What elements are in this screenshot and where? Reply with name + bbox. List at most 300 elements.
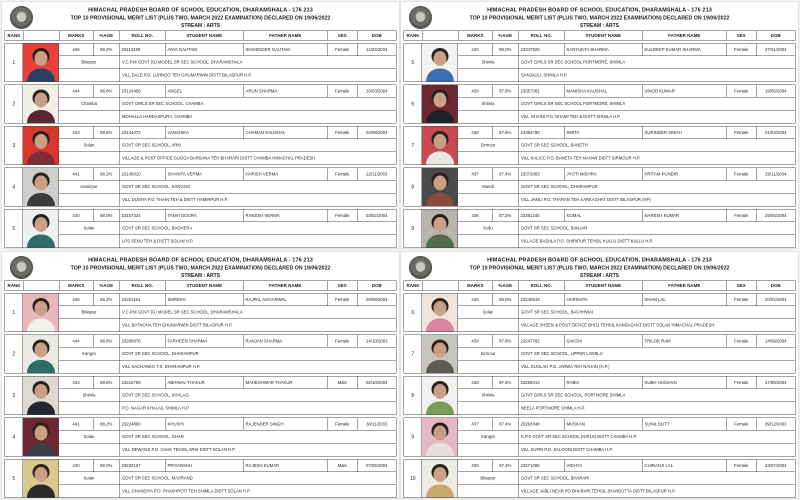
student-row — [404, 459, 796, 498]
school-name: GOVT SR SEC SCHOOL, KANGOO — [119, 181, 396, 193]
photo-shirt — [426, 485, 454, 498]
detail-line-address — [458, 443, 795, 456]
district-name: Chamba — [81, 101, 97, 107]
district-name: Kangra — [481, 434, 495, 440]
photo-face — [35, 384, 48, 399]
student-address: VILL KUFRI P.O. SALOONI DISTT CHAMBA H.P. — [518, 443, 795, 456]
rank-value: 4 — [5, 418, 23, 456]
percentage-value: 88.0% — [492, 44, 518, 56]
student-row — [404, 126, 796, 165]
rank-value: 8 — [404, 377, 422, 415]
school-name: GOVT SR SEC SCHOOL, DHARAMPUR — [119, 348, 396, 360]
marks-value: 440 — [471, 297, 479, 303]
address-spacer — [59, 360, 119, 373]
dob-value: 14/10/2003 — [357, 335, 396, 347]
detail-line-address — [59, 485, 396, 498]
roll-number: 23134072 — [119, 127, 165, 139]
dob-value: 29/11/2004 — [756, 168, 795, 180]
student-detail-lines — [458, 294, 795, 332]
dob-value: 16/03/2004 — [357, 85, 396, 97]
detail-line-primary — [458, 210, 795, 223]
page-content — [2, 252, 399, 498]
student-row — [404, 43, 796, 82]
detail-line-school — [458, 56, 795, 69]
student-detail-lines — [59, 377, 396, 415]
photo-shirt — [426, 319, 454, 332]
address-spacer — [59, 193, 119, 206]
student-name: MANISHA KAUSHAL — [564, 85, 642, 97]
column-header-RANK: RANK — [406, 33, 420, 38]
school-name: GOVT GIRLS SR SEC SCHOOL PORTMORE, SHIMLA — [518, 56, 795, 68]
student-address: VILLAGE BASHLA P.O. SHIRIPUR TEHSIL KULLU DISTT KULLU H.P. — [518, 235, 795, 248]
student-address: VILL GUGLAH P.O. JARWA TEH NAHAN (H.P.) — [518, 360, 795, 373]
percentage-value: 88.2% — [93, 168, 119, 180]
stream-label: STREAM : ARTS — [181, 273, 220, 279]
dob-value: 25/04/2004 — [756, 210, 795, 222]
detail-line-address — [458, 319, 795, 332]
marks-value: 440 — [72, 213, 80, 219]
column-header-FATHER NAME: FATHER NAME — [243, 31, 327, 40]
rank-value: 1 — [5, 294, 23, 332]
marks-value: 436 — [471, 213, 479, 219]
merit-table — [5, 281, 397, 499]
photo-shirt — [27, 402, 55, 415]
detail-line-primary — [59, 460, 396, 473]
page-header — [401, 2, 798, 29]
district-name: Kangra — [82, 351, 96, 357]
roll-number: 23216789 — [119, 377, 165, 389]
student-name: ANGEL — [165, 85, 243, 97]
student-row — [404, 335, 796, 374]
board-title: HIMACHAL PRADESH BOARD OF SCHOOL EDUCATION, DHARAMSHALA - 176 213 — [487, 7, 712, 13]
detail-line-school — [59, 431, 396, 444]
address-spacer — [59, 402, 119, 415]
student-detail-lines — [458, 460, 795, 498]
photo-face — [434, 176, 447, 191]
sex-value: Female — [327, 85, 357, 97]
school-name: GOVT SR SEC SCHOOL, DHARAMPUR — [518, 181, 795, 193]
column-header-MARKS: MARKS — [458, 281, 492, 290]
column-header-RANK: RANK — [7, 33, 21, 38]
student-address: SANJAULI, SHIMLA H.P. — [518, 69, 795, 82]
sex-value: Female — [726, 168, 756, 180]
dob-value: 19/05/2004 — [756, 85, 795, 97]
detail-line-school — [458, 98, 795, 111]
student-photo — [23, 460, 59, 498]
percentage-value: 87.8% — [492, 85, 518, 97]
detail-line-school — [458, 222, 795, 235]
address-spacer — [59, 235, 119, 248]
father-name: CHIRANJI LAL — [642, 460, 726, 472]
board-emblem-icon — [17, 261, 26, 272]
dob-value: 23/07/2004 — [756, 460, 795, 472]
detail-line-school — [59, 389, 396, 402]
roll-number: 23114159 — [119, 44, 165, 56]
student-name: FARHEEN SHARMA — [165, 335, 243, 347]
student-detail-lines — [59, 418, 396, 456]
detail-line-primary — [458, 127, 795, 140]
photo-shirt — [426, 402, 454, 415]
merit-page-top-left — [2, 2, 399, 248]
column-header-STUDENT NAME: STUDENT NAME — [564, 281, 642, 290]
student-photo — [23, 418, 59, 456]
page-header — [2, 2, 399, 29]
photo-face — [35, 343, 48, 358]
student-detail-lines — [458, 335, 795, 373]
marks-value: 440 — [72, 463, 80, 469]
column-header-ROLL NO.: ROLL NO. — [518, 31, 564, 40]
district-name: Hamirpur — [80, 184, 98, 190]
father-name: ARUN SHARMA — [243, 85, 327, 97]
photo-face — [434, 426, 447, 441]
father-name: KULDEEP KUMAR SHARMA — [642, 44, 726, 56]
percentage-value: 89.2% — [93, 44, 119, 56]
detail-line-address — [458, 110, 795, 123]
dob-value: 20/02/2004 — [756, 294, 795, 306]
student-name: TANVI DOGRA — [165, 210, 243, 222]
father-name: SHIVENDER GAUTAM — [243, 44, 327, 56]
student-name: SHANITA VERMA — [165, 168, 243, 180]
column-header-ROLL NO.: ROLL NO. — [119, 31, 165, 40]
table-header-row — [404, 281, 796, 291]
detail-line-address — [458, 485, 795, 498]
detail-line-school — [59, 181, 396, 194]
student-address: LPS SENU TEH & DISTT SOLAN H.P. — [119, 235, 396, 248]
school-name: GOVT SR SEC SCHOOL, BHARARI — [518, 472, 795, 484]
percentage-value: 88.0% — [492, 294, 518, 306]
marks-value: 437 — [471, 421, 479, 427]
page-content — [401, 252, 798, 498]
detail-line-school — [458, 431, 795, 444]
percentage-value: 87.2% — [492, 460, 518, 472]
detail-line-address — [59, 360, 396, 373]
address-spacer — [59, 443, 119, 456]
list-title: TOP 10 PROVISIONAL MERIT LIST (PLUS TWO, MARCH 2022 EXAMINATION) DECLARED ON 19/06/2022 — [469, 15, 730, 21]
address-spacer — [458, 360, 518, 373]
student-detail-lines — [59, 44, 396, 82]
photo-shirt — [27, 485, 55, 498]
photo-shirt — [27, 360, 55, 373]
district-name: Shimla — [481, 392, 495, 398]
percentage-value: 87.2% — [492, 210, 518, 222]
board-title: HIMACHAL PRADESH BOARD OF SCHOOL EDUCATION, DHARAMSHALA - 176 213 — [88, 257, 313, 263]
address-spacer — [59, 110, 119, 123]
school-name: GOVT SR SEC SCHOOL, MASRAND — [119, 472, 396, 484]
photo-face — [434, 343, 447, 358]
detail-line-primary — [59, 44, 396, 57]
marks-value: 440 — [471, 47, 479, 53]
column-header-MARKS: MARKS — [59, 281, 93, 290]
student-row — [5, 168, 397, 207]
school-name: GOVT SR SEC SCHOOL, UPPER LANBLU — [518, 348, 795, 360]
roll-number: 23271095 — [518, 460, 564, 472]
student-name: RABIA — [564, 377, 642, 389]
marks-value: 436 — [471, 463, 479, 469]
rank-value: 9 — [404, 418, 422, 456]
student-address: NEELA PORTMORE SHIMLA H.P. — [518, 402, 795, 415]
detail-line-school — [458, 181, 795, 194]
detail-line-school — [59, 139, 396, 152]
district-name: Shimla — [82, 392, 96, 398]
dob-value: 04/08/2004 — [357, 127, 396, 139]
rank-value: 5 — [5, 460, 23, 498]
student-photo — [422, 168, 458, 206]
photo-shirt — [426, 443, 454, 456]
father-name: TRILOK RAM — [642, 335, 726, 347]
table-header-row — [5, 31, 397, 41]
column-header-SEX: SEX — [726, 281, 756, 290]
detail-line-school — [59, 348, 396, 361]
board-emblem-icon — [416, 11, 425, 22]
student-name: KOMAL — [564, 210, 642, 222]
district-name: Bilaspur — [81, 309, 97, 315]
school-name: GOVT SR SEC SCHOOL, GHAR — [119, 431, 396, 443]
marks-value: 441 — [72, 421, 80, 427]
school-name: V.C.P.M GOVT (G) MODEL SR SEC SCHOOL, DHARAMSHALA — [119, 306, 396, 318]
rank-value: 3 — [5, 377, 23, 415]
detail-line-school — [59, 56, 396, 69]
student-address: VILL SACHANKO T.S. DHARAMPUR H.P. — [119, 360, 396, 373]
percentage-value: 88.6% — [93, 377, 119, 389]
list-title: TOP 10 PROVISIONAL MERIT LIST (PLUS TWO, MARCH 2022 EXAMINATION) DECLARED ON 19/06/2022 — [469, 265, 730, 271]
student-photo — [23, 377, 59, 415]
marks-value: 446 — [72, 47, 80, 53]
detail-line-address — [59, 235, 396, 248]
photo-face — [35, 134, 48, 149]
student-photo — [422, 127, 458, 165]
marks-value: 441 — [72, 171, 80, 177]
column-header-STUDENT NAME: STUDENT NAME — [564, 31, 642, 40]
column-header-DOB: DOB — [357, 281, 396, 290]
photo-face — [35, 301, 48, 316]
detail-line-primary — [458, 460, 795, 473]
student-detail-lines — [458, 127, 795, 165]
sex-value: Female — [726, 377, 756, 389]
district-name: Bilaspur — [81, 59, 97, 65]
percentage-value: 88.0% — [93, 210, 119, 222]
percentage-value: 88.8% — [93, 335, 119, 347]
rank-value: 6 — [404, 294, 422, 332]
father-name: HARISH VERMA — [243, 168, 327, 180]
dob-value: 09/12/2003 — [756, 418, 795, 430]
student-row — [5, 335, 397, 374]
page-header — [401, 252, 798, 279]
page-content — [401, 2, 798, 248]
photo-face — [434, 217, 447, 232]
sex-value: Female — [726, 418, 756, 430]
address-spacer — [458, 402, 518, 415]
column-header-ROLL NO.: ROLL NO. — [119, 281, 165, 290]
student-name: PRIYANSHU — [165, 460, 243, 472]
board-title: HIMACHAL PRADESH BOARD OF SCHOOL EDUCATION, DHARAMSHALA - 176 213 — [88, 7, 313, 13]
student-detail-lines — [59, 294, 396, 332]
student-photo — [23, 294, 59, 332]
father-name: VINOD KUMAR — [642, 85, 726, 97]
merit-page-bottom-left — [2, 252, 399, 498]
rank-value: 9 — [404, 210, 422, 248]
school-name: GOVT SR SEC SCHOOL, BANETH — [518, 139, 795, 151]
photo-shirt — [426, 110, 454, 123]
student-row — [5, 43, 397, 82]
student-address: VILLAGE & POST OFFICE GUGGA BARSANA TEH BHARARI DISTT CHAMBA HIMACHAL PRADESH — [119, 152, 396, 165]
student-address: VILL DALE P.O. LUHNOO TEH GHUMARWIN DISTT BILASPUR H.P. — [119, 69, 396, 82]
sex-value: Male — [327, 460, 357, 472]
percentage-value: 89.2% — [93, 294, 119, 306]
photo-face — [35, 93, 48, 108]
photo-shirt — [27, 152, 55, 165]
district-name: Solan — [83, 225, 95, 231]
sex-value: Female — [327, 418, 357, 430]
detail-line-school — [59, 98, 396, 111]
table-header-row — [5, 281, 397, 291]
student-detail-lines — [458, 418, 795, 456]
detail-line-address — [59, 69, 396, 82]
sex-value: Female — [726, 210, 756, 222]
detail-line-school — [59, 222, 396, 235]
roll-number: 23240519 — [518, 294, 564, 306]
photo-shirt — [426, 360, 454, 373]
photo-shirt — [426, 152, 454, 165]
board-logo-icon — [10, 6, 33, 29]
detail-line-school — [458, 389, 795, 402]
detail-line-school — [458, 348, 795, 361]
student-detail-lines — [59, 335, 396, 373]
district-name: Solan — [83, 434, 95, 440]
marks-value: 443 — [72, 380, 80, 386]
student-detail-lines — [59, 85, 396, 123]
percentage-value: 88.8% — [93, 85, 119, 97]
detail-line-primary — [59, 377, 396, 390]
student-photo — [23, 127, 59, 165]
sex-value: Female — [327, 127, 357, 139]
student-detail-lines — [59, 460, 396, 498]
student-row — [404, 209, 796, 248]
student-address: VILL GHAINI P.O. DHAMI TEH & DISTT SHIMLA H.P. — [518, 110, 795, 123]
photo-face — [434, 93, 447, 108]
board-emblem-icon — [17, 11, 26, 22]
roll-number: 23263348 — [518, 418, 564, 430]
father-name: RANJAN SHARMA — [243, 335, 327, 347]
detail-line-primary — [59, 418, 396, 431]
dob-value: 01/04/2004 — [756, 127, 795, 139]
student-name: JYOTI MISHRA — [564, 168, 642, 180]
student-name: SMITA — [564, 127, 642, 139]
detail-line-address — [59, 193, 396, 206]
student-address: VILL CHANDIYA P.O. PHAKHROTI TEH SHIMLA DISTT SOLAN H.P. — [119, 485, 396, 498]
rank-value: 8 — [404, 168, 422, 206]
student-detail-lines — [59, 168, 396, 206]
photo-shirt — [426, 193, 454, 206]
photo-face — [35, 217, 48, 232]
student-address: VILL DEWANJI P.O. CHAK TEHSIL ARKI DISTT SOLAN H.P. — [119, 443, 396, 456]
student-address: VILL DUGHA P.O. THAIN TEH & DISTT HAMIRPUR H.P. — [119, 193, 396, 206]
page-content — [2, 2, 399, 248]
student-name: VANSHIKA — [165, 127, 243, 139]
detail-line-primary — [458, 168, 795, 181]
column-header-FATHER NAME: FATHER NAME — [642, 281, 726, 290]
marks-value: 438 — [471, 130, 479, 136]
merit-page-top-right — [401, 2, 798, 248]
student-address: MOHALLA HARDASPURA, CHAMBA — [119, 110, 396, 123]
student-photo — [422, 294, 458, 332]
student-row — [404, 168, 796, 207]
father-name: SUNIL DUTT — [642, 418, 726, 430]
percentage-value: 87.6% — [492, 127, 518, 139]
dob-value: 07/05/2004 — [357, 460, 396, 472]
student-detail-lines — [458, 168, 795, 206]
student-detail-lines — [458, 377, 795, 415]
column-header-photo — [422, 31, 458, 40]
student-row — [404, 293, 796, 332]
list-title: TOP 10 PROVISIONAL MERIT LIST (PLUS TWO, MARCH 2022 EXAMINATION) DECLARED ON 19/06/2022 — [70, 265, 331, 271]
father-name: SUBH HUSSAIN — [642, 377, 726, 389]
student-address: P.O. NAGAR KHALAG SHIMLA H.P. — [119, 402, 396, 415]
rank-value: 2 — [5, 335, 23, 373]
marks-value: 438 — [471, 380, 479, 386]
district-name: Solan — [83, 142, 95, 148]
board-logo-icon — [409, 6, 432, 29]
detail-line-school — [458, 472, 795, 485]
address-spacer — [458, 319, 518, 332]
detail-line-address — [458, 235, 795, 248]
roll-number: 23201154 — [119, 294, 165, 306]
rank-value: 10 — [404, 460, 422, 498]
board-emblem-icon — [416, 261, 425, 272]
student-row — [404, 418, 796, 457]
father-name: RAJESH KUMAR — [243, 460, 327, 472]
marks-value: 439 — [471, 88, 479, 94]
photo-face — [434, 134, 447, 149]
photo-face — [434, 384, 447, 399]
student-name: ABHINAV THAKUR — [165, 377, 243, 389]
column-header-photo — [23, 281, 59, 290]
photo-shirt — [27, 443, 55, 456]
address-spacer — [458, 110, 518, 123]
student-photo — [422, 460, 458, 498]
address-spacer — [59, 69, 119, 82]
student-row — [5, 85, 397, 124]
roll-number: 23124456 — [119, 85, 165, 97]
detail-line-primary — [458, 85, 795, 98]
district-name: Sirmour — [480, 142, 496, 148]
marks-value: 439 — [471, 338, 479, 344]
student-detail-lines — [59, 127, 396, 165]
student-detail-lines — [59, 210, 396, 248]
rank-value: 5 — [5, 210, 23, 248]
student-detail-lines — [458, 210, 795, 248]
student-photo — [23, 210, 59, 248]
column-header-%AGE: %AGE — [492, 281, 518, 290]
column-header-photo — [23, 31, 59, 40]
student-photo — [422, 418, 458, 456]
dob-value: 30/11/2003 — [357, 418, 396, 430]
district-name: Solan — [83, 475, 95, 481]
detail-line-address — [59, 152, 396, 165]
detail-line-address — [59, 110, 396, 123]
column-header-SEX: SEX — [327, 31, 357, 40]
address-spacer — [458, 152, 518, 165]
dob-value: 17/06/2004 — [756, 377, 795, 389]
roll-number: 23381246 — [518, 210, 564, 222]
student-row — [5, 459, 397, 498]
father-name: SHAM LAL — [642, 294, 726, 306]
dob-value: 11/03/2004 — [357, 44, 396, 56]
detail-line-primary — [458, 418, 795, 431]
detail-line-address — [59, 443, 396, 456]
roll-number: 23347820 — [518, 44, 564, 56]
student-photo — [422, 335, 458, 373]
detail-line-primary — [59, 294, 396, 307]
